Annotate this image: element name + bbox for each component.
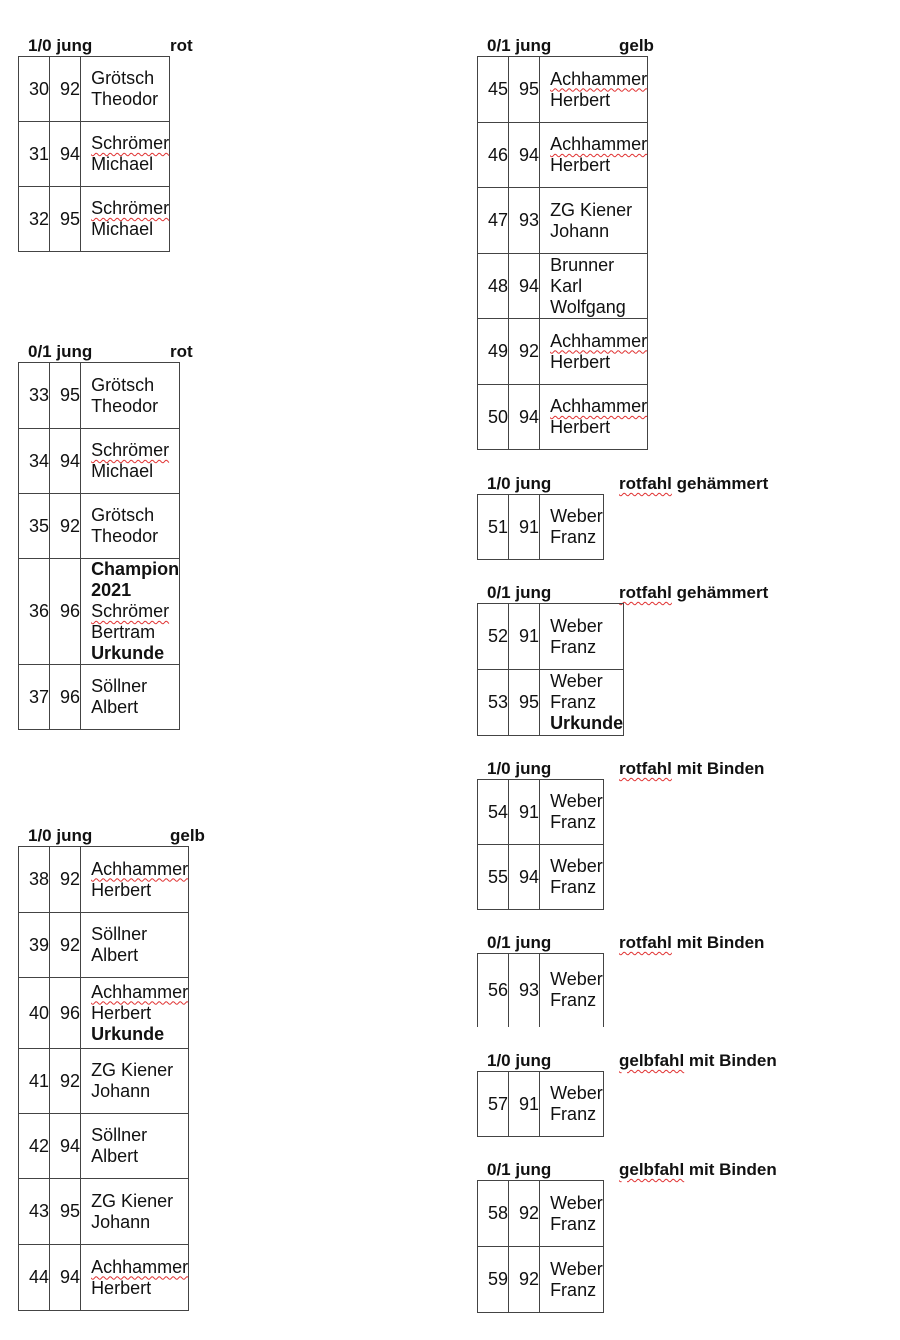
table-row xyxy=(19,665,180,730)
cage-number: 58 xyxy=(478,1181,509,1247)
color-name-flagged: gelbfahl xyxy=(619,1160,685,1179)
exhibitor-name xyxy=(550,616,623,658)
score: 95 xyxy=(50,187,81,252)
name-flagged: Schrömer xyxy=(91,601,170,621)
color-name-flagged: gelbfahl xyxy=(619,1051,685,1070)
exhibitor-cell xyxy=(81,494,180,559)
name-text: Herbert xyxy=(91,879,152,900)
sex-age-class: 1/0 jung xyxy=(487,1051,552,1070)
exhibitor-name xyxy=(91,133,169,175)
name-flagged: Schrömer xyxy=(91,440,170,460)
cage-number: 45 xyxy=(478,57,509,123)
table-row xyxy=(19,1245,189,1311)
name-text: Michael xyxy=(91,154,154,174)
exhibitor-cell xyxy=(540,319,648,385)
score: 94 xyxy=(509,845,540,910)
table-row xyxy=(478,123,648,188)
name-flagged: Achhammer xyxy=(91,1256,189,1277)
cage-number: 42 xyxy=(19,1114,50,1179)
name-text: Weber Franz xyxy=(550,791,603,832)
name-flagged: Schrömer xyxy=(91,198,170,218)
results-table xyxy=(18,56,170,252)
name-flagged: Achhammer xyxy=(91,858,189,879)
score: 94 xyxy=(50,1245,81,1311)
score: 91 xyxy=(509,604,540,670)
exhibitor-name xyxy=(91,505,179,547)
color-variety xyxy=(170,826,205,846)
table-row xyxy=(19,122,170,187)
exhibitor-cell xyxy=(540,954,604,1027)
color-variety xyxy=(619,1160,777,1180)
score: 96 xyxy=(50,978,81,1049)
table-row xyxy=(19,913,189,978)
award-title: Champion 2021 xyxy=(91,559,180,600)
exhibitor-name xyxy=(550,671,623,713)
color-name-flagged: rotfahl xyxy=(619,474,672,493)
table-row xyxy=(478,495,604,560)
score: 92 xyxy=(50,913,81,978)
results-table xyxy=(18,362,180,730)
exhibitor-name xyxy=(91,1060,188,1102)
name-text: ZG Kiener Johann xyxy=(550,199,633,241)
color-suffix: gehämmert xyxy=(671,474,769,493)
color-name: gelb xyxy=(170,826,205,845)
exhibitor-cell xyxy=(81,122,170,187)
cage-number: 39 xyxy=(19,913,50,978)
exhibitor-cell xyxy=(81,429,180,494)
exhibitor-name xyxy=(550,506,603,548)
score: 92 xyxy=(50,1049,81,1114)
exhibitor-name xyxy=(91,601,179,643)
score: 94 xyxy=(50,122,81,187)
exhibitor-name xyxy=(550,331,647,373)
exhibitor-name xyxy=(91,982,188,1024)
table-row xyxy=(478,188,648,254)
color-variety xyxy=(619,933,764,953)
color-suffix: mit Binden xyxy=(671,933,765,952)
score: 91 xyxy=(509,1072,540,1137)
exhibitor-name xyxy=(91,198,169,240)
certificate-note: Urkunde xyxy=(91,1023,165,1044)
cage-number: 46 xyxy=(478,123,509,188)
exhibitor-cell xyxy=(81,978,189,1049)
name-text: Weber Franz xyxy=(550,615,603,657)
exhibitor-cell xyxy=(81,559,180,665)
name-text: Weber Franz xyxy=(550,671,603,712)
name-flagged: Achhammer xyxy=(550,134,648,154)
color-variety xyxy=(619,1051,777,1071)
exhibitor-cell xyxy=(540,1181,604,1247)
cage-number: 31 xyxy=(19,122,50,187)
exhibitor-cell xyxy=(81,57,170,122)
cage-number: 51 xyxy=(478,495,509,560)
table-row xyxy=(478,1072,604,1137)
cage-number: 30 xyxy=(19,57,50,122)
table-row xyxy=(19,429,180,494)
score: 95 xyxy=(50,363,81,429)
exhibitor-cell xyxy=(81,1114,189,1179)
color-variety xyxy=(170,36,193,56)
exhibitor-name xyxy=(91,676,179,718)
table-row xyxy=(19,847,189,913)
table-row xyxy=(19,57,170,122)
exhibitor-name xyxy=(91,859,188,901)
color-name: gelb xyxy=(619,36,654,55)
cage-number: 34 xyxy=(19,429,50,494)
exhibitor-cell xyxy=(540,670,624,736)
results-table xyxy=(477,779,604,910)
exhibitor-cell xyxy=(540,1072,604,1137)
score: 91 xyxy=(509,780,540,845)
cage-number: 43 xyxy=(19,1179,50,1245)
certificate-note: Urkunde xyxy=(550,713,624,733)
certificate-note: Urkunde xyxy=(91,643,165,663)
name-text: Weber Franz xyxy=(550,1192,603,1234)
cage-number: 35 xyxy=(19,494,50,559)
results-table xyxy=(477,56,648,450)
table-row xyxy=(19,978,189,1049)
table-row xyxy=(478,254,648,319)
cage-number: 50 xyxy=(478,385,509,450)
table-row xyxy=(478,845,604,910)
sex-age-class: 1/0 jung xyxy=(487,474,552,493)
name-text: Herbert xyxy=(91,1002,152,1023)
exhibitor-name xyxy=(91,375,179,417)
exhibitor-name xyxy=(550,791,603,833)
exhibitor-cell xyxy=(81,187,170,252)
score: 93 xyxy=(509,954,540,1027)
name-text: Herbert xyxy=(550,351,611,372)
exhibitor-cell xyxy=(81,363,180,429)
color-name: rot xyxy=(170,342,193,361)
exhibitor-name xyxy=(91,924,188,966)
table-row xyxy=(478,954,604,1027)
color-variety xyxy=(170,342,193,362)
cage-number: 52 xyxy=(478,604,509,670)
name-text: Michael xyxy=(91,461,154,481)
sex-age-class: 0/1 jung xyxy=(487,583,552,602)
name-text: Weber Franz xyxy=(550,856,603,897)
table-row xyxy=(19,494,180,559)
table-row xyxy=(478,1181,604,1247)
score: 92 xyxy=(50,494,81,559)
cage-number: 54 xyxy=(478,780,509,845)
cage-number: 53 xyxy=(478,670,509,736)
results-table xyxy=(18,846,189,1311)
score: 94 xyxy=(509,385,540,450)
cage-number: 44 xyxy=(19,1245,50,1311)
name-text: Söllner Albert xyxy=(91,676,148,717)
exhibitor-cell xyxy=(81,1179,189,1245)
score: 92 xyxy=(509,1181,540,1247)
score: 95 xyxy=(50,1179,81,1245)
exhibitor-name xyxy=(550,134,647,176)
cage-number: 57 xyxy=(478,1072,509,1137)
exhibitor-cell xyxy=(540,123,648,188)
name-text: Weber Franz xyxy=(550,1258,603,1300)
sex-age-class: 1/0 jung xyxy=(28,36,93,55)
color-name: rot xyxy=(170,36,193,55)
name-text: Brunner Karl Wolfgang xyxy=(550,254,626,317)
exhibitor-name xyxy=(550,255,647,318)
score: 95 xyxy=(509,670,540,736)
name-flagged: Achhammer xyxy=(550,330,648,351)
name-text: ZG Kiener Johann xyxy=(91,1190,174,1232)
exhibitor-name xyxy=(550,200,647,242)
exhibitor-name xyxy=(91,440,179,482)
color-variety xyxy=(619,36,654,56)
exhibitor-name xyxy=(91,68,169,110)
exhibitor-name xyxy=(550,396,647,438)
color-name-flagged: rotfahl xyxy=(619,583,672,602)
score: 93 xyxy=(509,188,540,254)
exhibitor-cell xyxy=(540,385,648,450)
cage-number: 36 xyxy=(19,559,50,665)
table-row xyxy=(478,1247,604,1313)
name-text: Herbert xyxy=(550,417,611,437)
exhibitor-cell xyxy=(540,254,648,319)
name-text: Weber Franz xyxy=(550,506,603,547)
exhibitor-cell xyxy=(81,913,189,978)
color-suffix: mit Binden xyxy=(671,759,765,778)
table-row xyxy=(19,1049,189,1114)
cage-number: 56 xyxy=(478,954,509,1027)
results-table xyxy=(477,1180,604,1313)
exhibitor-name xyxy=(550,1193,603,1235)
name-text: Herbert xyxy=(91,1277,152,1298)
exhibitor-cell xyxy=(540,1247,604,1313)
table-row xyxy=(19,559,180,665)
exhibitor-name xyxy=(550,856,603,898)
results-table xyxy=(477,953,604,1027)
cage-number: 33 xyxy=(19,363,50,429)
table-row xyxy=(478,57,648,123)
table-row xyxy=(19,187,170,252)
name-text: Grötsch Theodor xyxy=(91,374,159,416)
exhibitor-cell xyxy=(540,188,648,254)
score: 92 xyxy=(50,847,81,913)
cage-number: 40 xyxy=(19,978,50,1049)
table-row xyxy=(19,1114,189,1179)
cage-number: 48 xyxy=(478,254,509,319)
score: 94 xyxy=(509,123,540,188)
cage-number: 38 xyxy=(19,847,50,913)
cage-number: 41 xyxy=(19,1049,50,1114)
results-table xyxy=(477,494,604,560)
score: 95 xyxy=(509,57,540,123)
score: 94 xyxy=(50,1114,81,1179)
name-text: ZG Kiener Johann xyxy=(91,1060,174,1101)
table-row xyxy=(478,319,648,385)
sex-age-class: 0/1 jung xyxy=(487,36,552,55)
name-text: Söllner Albert xyxy=(91,924,148,965)
exhibitor-cell xyxy=(81,1245,189,1311)
score: 96 xyxy=(50,665,81,730)
color-suffix: gehämmert xyxy=(671,583,769,602)
cage-number: 49 xyxy=(478,319,509,385)
name-flagged: Achhammer xyxy=(550,396,648,416)
name-flagged: Achhammer xyxy=(91,981,189,1002)
exhibitor-cell xyxy=(540,845,604,910)
score: 94 xyxy=(50,429,81,494)
exhibitor-name xyxy=(550,969,603,1011)
color-variety xyxy=(619,759,764,779)
name-text: Weber Franz xyxy=(550,969,603,1011)
table-row xyxy=(478,670,624,736)
exhibitor-name xyxy=(91,1191,188,1233)
name-flagged: Schrömer xyxy=(91,133,170,153)
sex-age-class: 1/0 jung xyxy=(28,826,93,845)
score: 96 xyxy=(50,559,81,665)
name-flagged: Achhammer xyxy=(550,68,648,89)
name-text: Bertram xyxy=(91,622,156,642)
table-row xyxy=(19,363,180,429)
sex-age-class: 1/0 jung xyxy=(487,759,552,778)
color-variety xyxy=(619,583,768,603)
cage-number: 37 xyxy=(19,665,50,730)
name-text: Herbert xyxy=(550,89,611,110)
score: 94 xyxy=(509,254,540,319)
sex-age-class: 0/1 jung xyxy=(28,342,93,361)
name-text: Grötsch Theodor xyxy=(91,505,159,546)
cage-number: 47 xyxy=(478,188,509,254)
exhibitor-cell xyxy=(81,847,189,913)
exhibitor-cell xyxy=(540,780,604,845)
table-row xyxy=(478,780,604,845)
exhibitor-name xyxy=(91,1125,188,1167)
color-suffix: mit Binden xyxy=(684,1051,777,1070)
results-table xyxy=(477,603,624,736)
exhibitor-cell xyxy=(81,665,180,730)
score: 92 xyxy=(509,319,540,385)
table-row xyxy=(478,604,624,670)
score: 91 xyxy=(509,495,540,560)
exhibitor-cell xyxy=(81,1049,189,1114)
color-variety xyxy=(619,474,768,494)
name-text: Söllner Albert xyxy=(91,1125,148,1166)
results-table xyxy=(477,1071,604,1137)
cage-number: 32 xyxy=(19,187,50,252)
score: 92 xyxy=(509,1247,540,1313)
name-text: Weber Franz xyxy=(550,1083,603,1124)
score: 92 xyxy=(50,57,81,122)
color-name-flagged: rotfahl xyxy=(619,933,672,952)
exhibitor-name xyxy=(550,1083,603,1125)
cage-number: 55 xyxy=(478,845,509,910)
exhibitor-cell xyxy=(540,604,624,670)
name-text: Herbert xyxy=(550,155,611,175)
cage-number: 59 xyxy=(478,1247,509,1313)
exhibitor-name xyxy=(91,1257,188,1299)
color-name-flagged: rotfahl xyxy=(619,759,672,778)
table-row xyxy=(478,385,648,450)
name-text: Michael xyxy=(91,219,154,239)
table-row xyxy=(19,1179,189,1245)
exhibitor-name xyxy=(550,69,647,111)
exhibitor-cell xyxy=(540,495,604,560)
name-text: Grötsch Theodor xyxy=(91,68,159,109)
color-suffix: mit Binden xyxy=(684,1160,777,1179)
sex-age-class: 0/1 jung xyxy=(487,1160,552,1179)
exhibitor-name xyxy=(550,1259,603,1301)
exhibitor-cell xyxy=(540,57,648,123)
sex-age-class: 0/1 jung xyxy=(487,933,552,952)
